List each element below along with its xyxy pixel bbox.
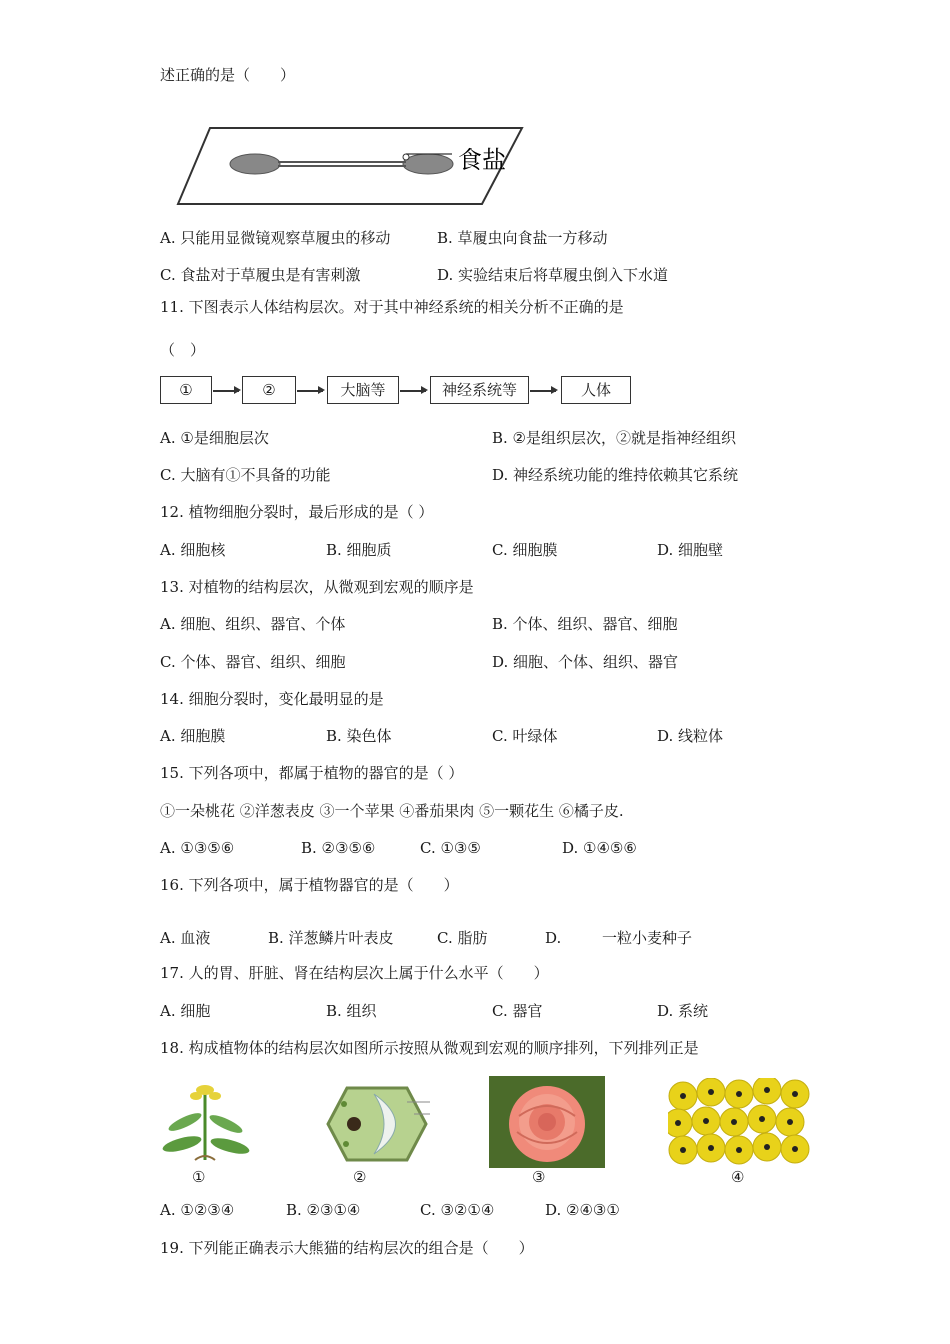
option-d: D. 细胞、个体、组织、器官 — [492, 653, 679, 671]
plant-image — [160, 1082, 255, 1162]
option-b: B. 组织 — [326, 1002, 377, 1020]
salt-label: 食盐 — [458, 146, 506, 174]
option-d: D. ②④③① — [545, 1201, 620, 1219]
option-a: A. ①是细胞层次 — [160, 429, 269, 447]
option-c: C. 大脑有①不具备的功能 — [160, 466, 331, 484]
flow-arrow — [213, 390, 239, 392]
option-d-letter: D. — [545, 929, 562, 947]
option-b: B. 个体、组织、器官、细胞 — [492, 615, 678, 633]
option-b: B. 细胞质 — [326, 541, 392, 559]
flow-arrow — [297, 390, 323, 392]
flow-step-3: 大脑等 — [327, 376, 399, 404]
question-16-stem: 16. 下列各项中，属于植物器官的是（ ） — [160, 876, 459, 894]
option-d: D. 细胞壁 — [657, 541, 724, 559]
option-a: A. 细胞 — [160, 1002, 211, 1020]
option-c: C. 细胞膜 — [492, 541, 558, 559]
image-caption-3: ③ — [532, 1168, 546, 1186]
option-a: A. 血液 — [160, 929, 211, 947]
question-11-stem: 11. 下图表示人体结构层次。对于其中神经系统的相关分析不正确的是 — [160, 298, 624, 316]
option-a: A. ①③⑤⑥ — [160, 839, 235, 857]
question-18-stem: 18. 构成植物体的结构层次如图所示按照从微观到宏观的顺序排列，下列排列正是 — [160, 1039, 699, 1057]
flow-step-4: 神经系统等 — [430, 376, 529, 404]
image-caption-2: ② — [353, 1168, 367, 1186]
image-caption-4: ④ — [731, 1168, 745, 1186]
option-c: C. ③②①④ — [420, 1201, 495, 1219]
tissue-image — [668, 1078, 818, 1166]
option-c: C. 叶绿体 — [492, 727, 558, 745]
image-caption-1: ① — [192, 1168, 206, 1186]
flow-arrow — [530, 390, 556, 392]
question-11-paren: （ ） — [160, 341, 206, 359]
option-d: D. 实验结束后将草履虫倒入下水道 — [437, 266, 669, 284]
option-d: D. 系统 — [657, 1002, 709, 1020]
question-stem-continuation: 述正确的是（ ） — [160, 66, 296, 84]
option-d-text: 一粒小麦种子 — [602, 929, 693, 947]
option-a: A. ①②③④ — [160, 1201, 235, 1219]
option-b: B. 草履虫向食盐一方移动 — [437, 229, 608, 247]
question-19-stem: 19. 下列能正确表示大熊猫的结构层次的组合是（ ） — [160, 1239, 534, 1257]
option-b: B. 染色体 — [326, 727, 392, 745]
question-15-items: ①一朵桃花 ②洋葱表皮 ③一个苹果 ④番茄果肉 ⑤一颗花生 ⑥橘子皮. — [160, 802, 624, 820]
flow-arrow — [400, 390, 426, 392]
option-b: B. ②③①④ — [286, 1201, 361, 1219]
option-b: B. ②③⑤⑥ — [301, 839, 376, 857]
question-17-stem: 17. 人的胃、肝脏、肾在结构层次上属于什么水平（ ） — [160, 964, 549, 982]
flower-image — [489, 1076, 605, 1168]
flow-step-5: 人体 — [561, 376, 631, 404]
option-a: A. 细胞膜 — [160, 727, 226, 745]
option-c: C. 食盐对于草履虫是有害刺激 — [160, 266, 361, 284]
option-c: C. 脂肪 — [437, 929, 488, 947]
question-12-stem: 12. 植物细胞分裂时，最后形成的是（ ） — [160, 503, 434, 521]
question-14-stem: 14. 细胞分裂时，变化最明显的是 — [160, 690, 384, 708]
plant-cell-image — [322, 1084, 432, 1164]
option-d: D. 神经系统功能的维持依赖其它系统 — [492, 466, 739, 484]
option-d: D. 线粒体 — [657, 727, 724, 745]
question-13-stem: 13. 对植物的结构层次，从微观到宏观的顺序是 — [160, 578, 474, 596]
flow-step-2: ② — [242, 376, 296, 404]
option-b: B. ②是组织层次，②就是指神经组织 — [492, 429, 737, 447]
paramecium-slide-figure — [170, 122, 530, 212]
option-a: A. 细胞核 — [160, 541, 226, 559]
option-b: B. 洋葱鳞片叶表皮 — [268, 929, 394, 947]
question-15-stem: 15. 下列各项中，都属于植物的器官的是（ ） — [160, 764, 464, 782]
option-c: C. 器官 — [492, 1002, 543, 1020]
option-c: C. 个体、器官、组织、细胞 — [160, 653, 346, 671]
option-a: A. 细胞、组织、器官、个体 — [160, 615, 346, 633]
option-a: A. 只能用显微镜观察草履虫的移动 — [160, 229, 391, 247]
flow-step-1: ① — [160, 376, 212, 404]
option-c: C. ①③⑤ — [420, 839, 481, 857]
option-d: D. ①④⑤⑥ — [562, 839, 637, 857]
